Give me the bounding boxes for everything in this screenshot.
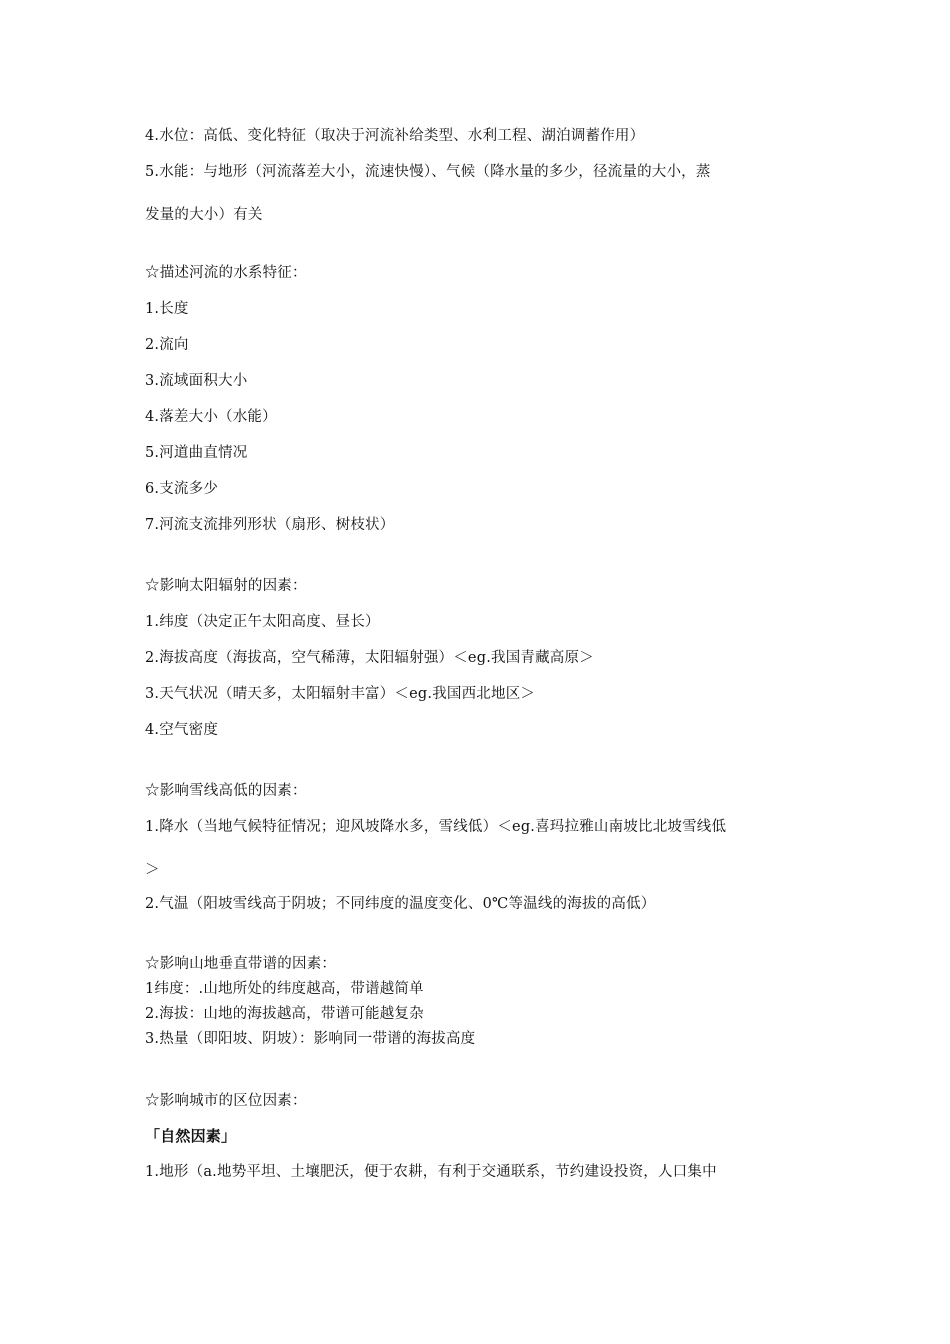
list-item: 1.长度 <box>145 301 189 317</box>
section-heading-snow-line: ☆影响雪线高低的因素： <box>145 783 307 799</box>
list-item: 7.河流支流排列形状（扇形、树枝状） <box>145 517 395 533</box>
list-item: 4.落差大小（水能） <box>145 409 277 425</box>
list-item: 2.流向 <box>145 337 189 353</box>
list-item: 1.地形（a.地势平坦、土壤肥沃，便于农耕，有利于交通联系，节约建设投资，人口集中 <box>145 1164 717 1180</box>
section-heading-river-system: ☆描述河流的水系特征： <box>145 265 307 281</box>
list-item: 2.气温（阳坡雪线高于阴坡；不同纬度的温度变化、0℃等温线的海拔的高低） <box>145 896 656 912</box>
water-level-line: 4.水位：高低、变化特征（取决于河流补给类型、水利工程、湖泊调蓄作用） <box>145 128 645 144</box>
hydropower-line-cont: 发量的大小）有关 <box>145 207 263 223</box>
list-item-cont: ＞ <box>145 862 160 878</box>
list-item: 1.纬度（决定正午太阳高度、昼长） <box>145 614 380 630</box>
hydropower-line: 5.水能：与地形（河流落差大小，流速快慢）、气候（降水量的多少，径流量的大小，蒸 <box>145 164 711 180</box>
list-item: 3.流域面积大小 <box>145 373 248 389</box>
section-heading-city-location: ☆影响城市的区位因素： <box>145 1093 307 1109</box>
subheading-natural-factors: 「自然因素」 <box>145 1127 237 1145</box>
list-item: 1纬度：.山地所处的纬度越高，带谱越简单 <box>145 981 424 997</box>
list-item: 3.热量（即阳坡、阴坡）：影响同一带谱的海拔高度 <box>145 1031 476 1047</box>
section-heading-vertical-zonation: ☆影响山地垂直带谱的因素： <box>145 956 337 972</box>
list-item: 2.海拔高度（海拔高，空气稀薄，太阳辐射强）＜eg.我国青藏高原＞ <box>145 650 594 666</box>
section-heading-solar-radiation: ☆影响太阳辐射的因素： <box>145 578 307 594</box>
list-item: 3.天气状况（晴天多，太阳辐射丰富）＜eg.我国西北地区＞ <box>145 686 536 702</box>
list-item: 6.支流多少 <box>145 481 219 497</box>
list-item: 2.海拔：山地的海拔越高，带谱可能越复杂 <box>145 1006 424 1022</box>
list-item: 1.降水（当地气候特征情况；迎风坡降水多，雪线低）＜eg.喜玛拉雅山南坡比北坡雪线低 <box>145 819 727 835</box>
list-item: 5.河道曲直情况 <box>145 445 248 461</box>
list-item: 4.空气密度 <box>145 722 219 738</box>
